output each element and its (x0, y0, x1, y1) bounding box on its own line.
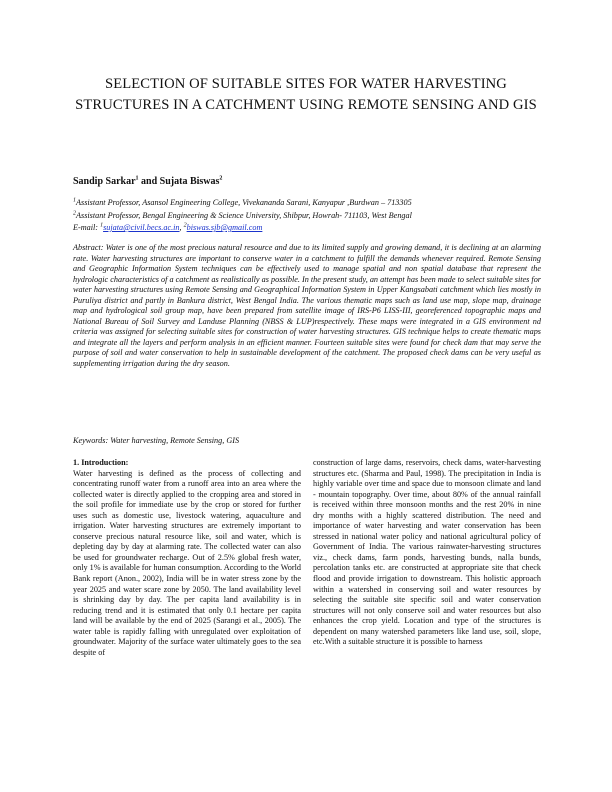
author-name-1: Sandip Sarkar (73, 176, 136, 187)
abstract-paragraph: Abstract: Water is one of the most precious natural resource and due to its limited supply and growing demand, it is declining at an alarming rate. Water harvesting structures are important to conserve water in a catchment to fulfill the demands whenever required. Remote Sensing and Geographic Information System techniques can be effectively used to manage spatial and non spatial database that represent the hydrologic characteristics of a catchment as realistically as possible. In the present study, an attempt has been made to select suitable sites for water harvesting structures using Remote Sensing and Geographical Information System in Upper Kangsabati catchment which lies mostly in Puruliya district and partly in Bankura district, West Bengal India. The various thematic maps such as land use map, slope map, drainage map and hydrological soil group map, have been prepared from satellite image of IRS-P6 LISS-III, georeferenced topographic maps and National Bureau of Soil Survey and Landuse Planning (NBSS & LUP)respectively. These maps were integrated in a GIS environment nd criteria was assigned for selecting suitable sites for construction of water harvesting structures. GIS technique helps to create thematic maps and integrate all the layers and perform analysis in an efficient manner. Fourteen suitable sites were found for check dam that may serve the purpose of soil and water conservation to help in sustainable development of the catchment. The proposed check dams can be very useful as supplementing irrigation during the dry season. (73, 243, 541, 368)
author-2-superscript: 2 (219, 175, 223, 182)
author-name-2: Sujata Biswas (159, 176, 220, 187)
email-separator: , (179, 223, 184, 232)
right-column (313, 458, 541, 648)
author-line (73, 176, 222, 187)
section-heading-introduction: 1. Introduction: (73, 458, 129, 467)
affiliation-2-superscript: 2 (73, 210, 76, 217)
affiliation-1-text: Assistant Professor, Asansol Engineering College, Vivekananda Sarani, Kanyapur ,Burdwan – 713305 (76, 198, 412, 207)
email-link-2[interactable]: biswas.sjb@gmail.com (186, 223, 263, 232)
keywords-line: Keywords: Water harvesting, Remote Sensing, GIS (73, 436, 240, 445)
affiliation-2 (73, 211, 412, 221)
left-column (73, 458, 301, 658)
affiliation-1-superscript: 1 (73, 197, 76, 204)
email-1-superscript: 1 (100, 222, 104, 229)
email-line (73, 223, 262, 233)
introduction-text-left: Water harvesting is defined as the process of collecting and concentrating runoff water from a runoff area into an area where the collected water is directly applied to the cropping area and stored in the soil profile for immediate use by the crop or stored for further uses such as domestic use, livestock watering, aquaculture and irrigation. Water harvesting structures are extremely important to conserve precious natural resource like, soil and water, which is depleting day by day at alarming rate. The collected water can also be used for groundwater recharge. Out of 2.5% global fresh water, only 1% is available for human consumption. According to the World Bank report (Anon., 2002), India will be in water stress zone by the year 2025 and water scare zone by 2050. The land availability level is shrinking day by day. The per capita land availability is in reducing trend and it is estimated that only 0.1 hectare per capita land will be available by the end of 2025 (Sarangi et al., 2005). The water table is rapidly falling with unregulated over exploitation of groundwater. Majority of the surface water ultimately goes to the sea despite of (73, 468, 301, 657)
paper-title: SELECTION OF SUITABLE SITES FOR WATER HARVESTING STRUCTURES IN A CATCHMENT USING REMOTE SENSING AND GIS (75, 76, 537, 113)
author-1-superscript: 1 (135, 175, 139, 182)
email-2-superscript: 2 (183, 222, 187, 229)
affiliation-2-text: Assistant Professor, Bengal Engineering & Science University, Shibpur, Howrah- 711103, West Bengal (76, 211, 412, 220)
email-label: E-mail: (73, 223, 101, 232)
introduction-text-right: construction of large dams, reservoirs, check dams, water-harvesting structures etc. (Sharma and Paul, 1998). The precipitation in India is highly variable over time and space due to monsoon climate and land - mountain topography. Over time, about 80% of the annual rainfall is received within three monsoon months and the rest 20% in nine dry months with a highly scattered distribution. The need and importance of water harvesting and water conservation has been stressed in national water policy and national agricultural policy of Government of India. The various rainwater-harvesting structures viz., check dams, farm ponds, harvesting bunds, nalla bunds, percolation tanks etc. are constructed at appropriate site that check flood and provide irrigation to downstream. This holistic approach within a watershed in conserving soil and water resources by selecting the suitable site specific soil and water conservation structures will not only conserve soil and water resources but also enhances the crop yield. Location and type of the structures is dependent on many watershed parameters like land use, soil, slope, etc.With a suitable structure it is possible to harness (313, 458, 541, 647)
affiliation-1 (73, 198, 412, 208)
author-conjunction: and (138, 176, 160, 187)
email-link-1[interactable]: sujata@civil.becs.ac.in (103, 223, 180, 232)
